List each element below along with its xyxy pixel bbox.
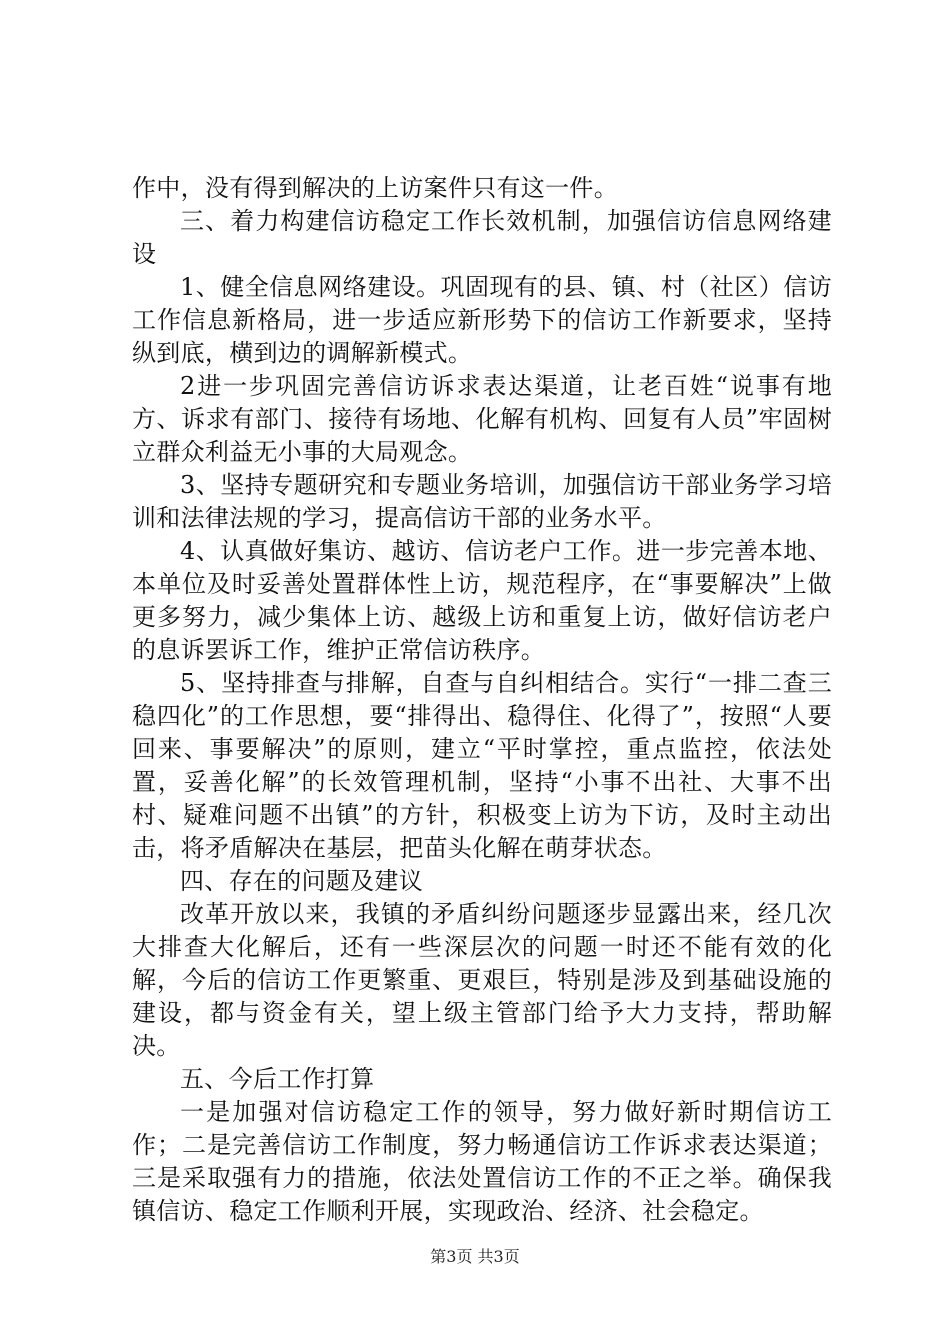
section-heading-5: 五、今后工作打算 — [180, 1065, 375, 1093]
page-footer: 第3页 共3页 — [430, 1247, 520, 1266]
paragraph-continuation: 作中，没有得到解决的上访案件只有这一件。 — [132, 174, 618, 202]
paragraph-plans: 一是加强对信访稳定工作的领导，努力做好新时期信访工作；二是完善信访工作制度，努力畅通信访工作诉求表达渠道；三是采取强有力的措施，依法处置信访工作的不正之举。确保我镇信访、稳定工作顺利开展，实现政治、经济、社会稳定。 — [132, 1098, 832, 1225]
section-heading-4: 四、存在的问题及建议 — [180, 867, 423, 895]
section-heading-3: 三、着力构建信访稳定工作长效机制，加强信访信息网络建设 — [132, 207, 832, 268]
paragraph-item-3: 3、坚持专题研究和专题业务培训，加强信访干部业务学习培训和法律法规的学习，提高信访干部的业务水平。 — [132, 471, 832, 532]
paragraph-item-1: 1、健全信息网络建设。巩固现有的县、镇、村（社区）信访工作信息新格局，进一步适应新形势下的信访工作新要求，坚持纵到底，横到边的调解新模式。 — [132, 273, 832, 367]
paragraph-item-4: 4、认真做好集访、越访、信访老户工作。进一步完善本地、本单位及时妥善处置群体性上访，规范程序，在“事要解决”上做更多努力，减少集体上访、越级上访和重复上访，做好信访老户的息诉罢诉工作，维护正常信访秩序。 — [132, 537, 832, 664]
paragraph-item-5: 5、坚持排查与排解，自查与自纠相结合。实行“一排二查三稳四化”的工作思想，要“排得出、稳得住、化得了”，按照“人要回来、事要解决”的原则，建立“平时掌控，重点监控，依法处置，妥善化解”的长效管理机制，坚持“小事不出社、大事不出村、疑难问题不出镇”的方针，积极变上访为下访，及时主动出击，将矛盾解决在基层，把苗头化解在萌芽状态。 — [132, 669, 832, 862]
paragraph-problems: 改革开放以来，我镇的矛盾纠纷问题逐步显露出来，经几次大排查大化解后，还有一些深层次的问题一时还不能有效的化解，今后的信访工作更繁重、更艰巨，特别是涉及到基础设施的建设，都与资金有关，望上级主管部门给予大力支持，帮助解决。 — [132, 900, 832, 1060]
paragraph-item-2: 2进一步巩固完善信访诉求表达渠道，让老百姓“说事有地方、诉求有部门、接待有场地、化解有机构、回复有人员”牢固树立群众利益无小事的大局观念。 — [132, 372, 832, 466]
document-body — [132, 172, 832, 1228]
